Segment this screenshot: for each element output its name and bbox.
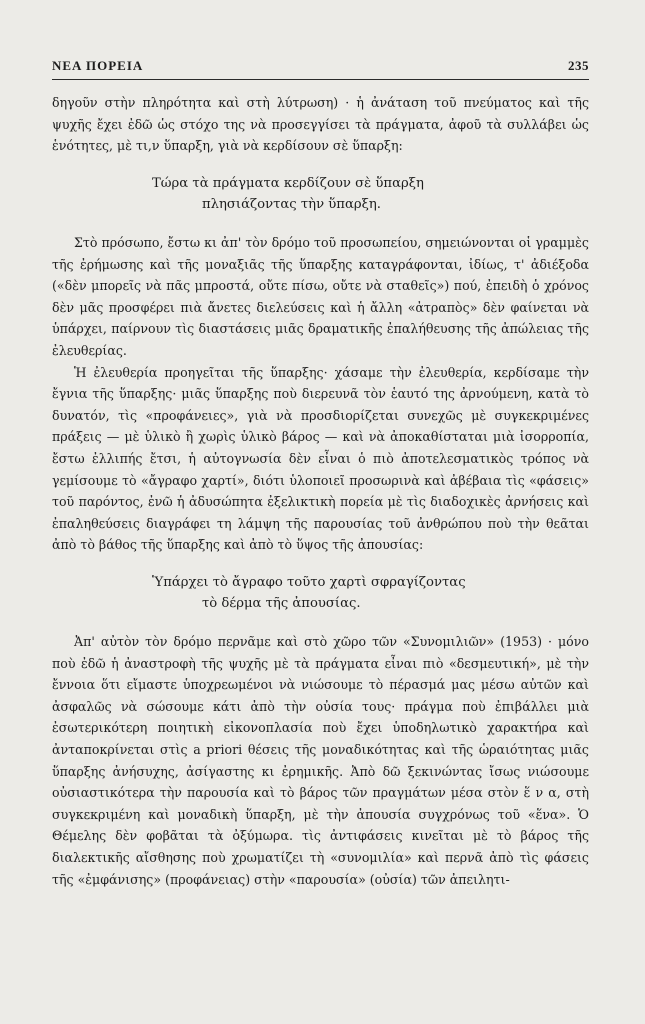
paragraph-2: Στὸ πρόσωπο, ἔστω κι ἀπ' τὸν δρόμο τοῦ προσωπείου, σημειώνονται οἱ γραμμὲς τῆς ἐρήμωσης καὶ τῆς μοναξιᾶς τῆς ὕπαρξης καταγράφονται, ἰδίως, τ' ἀδιέξοδα («δὲν μπορεῖς νὰ πᾶς μπροστά, οὔτε πίσω, οὔτε νὰ σταθεῖς») πού, ἐπειδὴ ὁ χρόνος δὲν μᾶς προσφέρει πιὰ ἄνετες διελεύσεις καὶ ἡ ἄλλη «ἀτραπὸς» δὲν φαίνεται νὰ ὑπάρχει, παίρνουν τὶς διαστάσεις μιᾶς δραματικῆς ἐπαλήθευσης τῆς ἀπώλειας τῆς ἐλευθερίας. bbox=[52, 234, 589, 358]
verse-1-line-1: Τώρα τὰ πράγματα κερδίζουν σὲ ὕπαρξη bbox=[152, 175, 424, 191]
page-number: 235 bbox=[568, 58, 589, 73]
verse-2-line-1: Ὑπάρχει τὸ ἄγραφο τοῦτο χαρτὶ σφραγίζοντας bbox=[152, 574, 466, 590]
running-header bbox=[52, 58, 589, 80]
verse-quote-1 bbox=[52, 173, 589, 216]
paragraph-1: δηγοῦν στὴν πληρότητα καὶ στὴ λύτρωση) · ἡ ἀνάταση τοῦ πνεύματος καὶ τῆς ψυχῆς ἔχει ἐδῶ ὡς στόχο της νὰ προσεγγίσει τὰ πράγματα, ἀφοῦ τὰ συλλάβει ὡς ἑνότητες, μὲ τι,ν ὕπαρξη, γιὰ νὰ κερδίσουν σὲ ὕπαρξη: bbox=[52, 95, 589, 154]
paragraph-4: Ἀπ' αὐτὸν τὸν δρόμο περνᾶμε καὶ στὸ χῶρο τῶν «Συνομιλιῶν» (1953) · μόνο ποὺ ἐδῶ ἡ ἀναστροφὴ τῆς ψυχῆς μὲ τὰ πράγματα εἶναι πιὸ «δεσμευτική», μὲ τὴν ἔννοια ὅτι εἴμαστε ὑποχρεωμένοι νὰ νιώσουμε τὸ πέρασμά μας μέσω αὐτῶν καὶ ἀσφαλῶς νὰ σώσουμε κάτι ἀπὸ τὴν οὐσία τους· πράγμα ποὺ ἐπιβάλλει μιὰ ἐσωτερικότερη ποιητικὴ εἰκονοπλασία ποὺ ἔχει ὑποδηλωτικὸ χαρακτήρα καὶ ἀνταποκρίνεται στὶς a priori θέσεις τῆς μοναδικότητας καὶ τῆς ὡραιότητας μιᾶς ὕπαρξης ἀνήσυχης, ἀσίγαστης κι ἐρημικῆς. Ἀπὸ δῶ ξεκινώντας ἴσως νιώσουμε οὐσιαστικότερα τὴν παρουσία καὶ τὸ βάρος τῶν πραγμάτων μέσα στὸν ἕ ν α, στὴ συγκεκριμένη καὶ μοναδικὴ ὕπαρξη, μὲ τὴν ἀπουσία συγχρόνως τοῦ «ἕνα». Ὁ Θέμελης δὲν φοβᾶται τὰ ὀξύμωρα. τὶς ἀντιφάσεις κινεῖται μὲ τὸ βάρος τῆς διαλεκτικῆς αἴσθησης ποὺ χρωματίζει τὴ «συνομιλία» καὶ περνᾶ ἀπὸ τὶς φάσεις τῆς «ἐμφάνισης» (προφάνειας) στὴν «παρουσία» (οὐσία) τῶν ἀπειλητι- bbox=[52, 634, 589, 887]
running-title: ΝΕΑ ΠΟΡΕΙΑ bbox=[52, 58, 144, 73]
verse-quote-2 bbox=[52, 572, 589, 615]
verse-1-line-2: πλησιάζοντας τὴν ὕπαρξη. bbox=[202, 197, 381, 213]
paragraph-3: Ἡ ἐλευθερία προηγεῖται τῆς ὕπαρξης· χάσαμε τὴν ἐλευθερία, κερδίσαμε τὴν ἔγνια τῆς ὕπαρξης· μιᾶς ὕπαρξης ποὺ διερευνᾶ τὸν ἑαυτό της ἀρνούμενη, κατὰ τὸ δυνατόν, τὶς «προφάνειες», γιὰ νὰ προσδιορίζεται συνεχῶς μὲ συγκεκριμένες πράξεις — μὲ ὑλικὸ ἢ χωρὶς ὑλικὸ βάρος — καὶ νὰ ἀποκαθίσταται μιὰ ἰσορροπία, ἔστω ἐλλιπής ἔτσι, ἡ αὐτογνωσία δὲν εἶναι ὁ πιὸ ἀποτελεσματικὸς τρόπος νὰ γεμίσουμε τὸ «ἄγραφο χαρτί», διότι ὑλοποιεῖ προσωρινὰ καὶ ἀβέβαια τὶς «φάσεις» τοῦ παρόντος, ἐνῶ ἡ ἀδυσώπητα ἐξελικτικὴ πορεία μὲ τὶς διαδοχικὲς ἀρνήσεις καὶ ἐπαληθεύσεις διαγράφει τη λάμψη τῆς παρουσίας τοῦ ἀνθρώπου ποὺ τὴν θεᾶται ἀπὸ τὸ βάθος τῆς ὕπαρξης καὶ ἀπὸ τὸ ὕψος τῆς ἀπουσίας: bbox=[52, 364, 589, 553]
verse-2-line-2: τὸ δέρμα τῆς ἀπουσίας. bbox=[202, 596, 361, 612]
